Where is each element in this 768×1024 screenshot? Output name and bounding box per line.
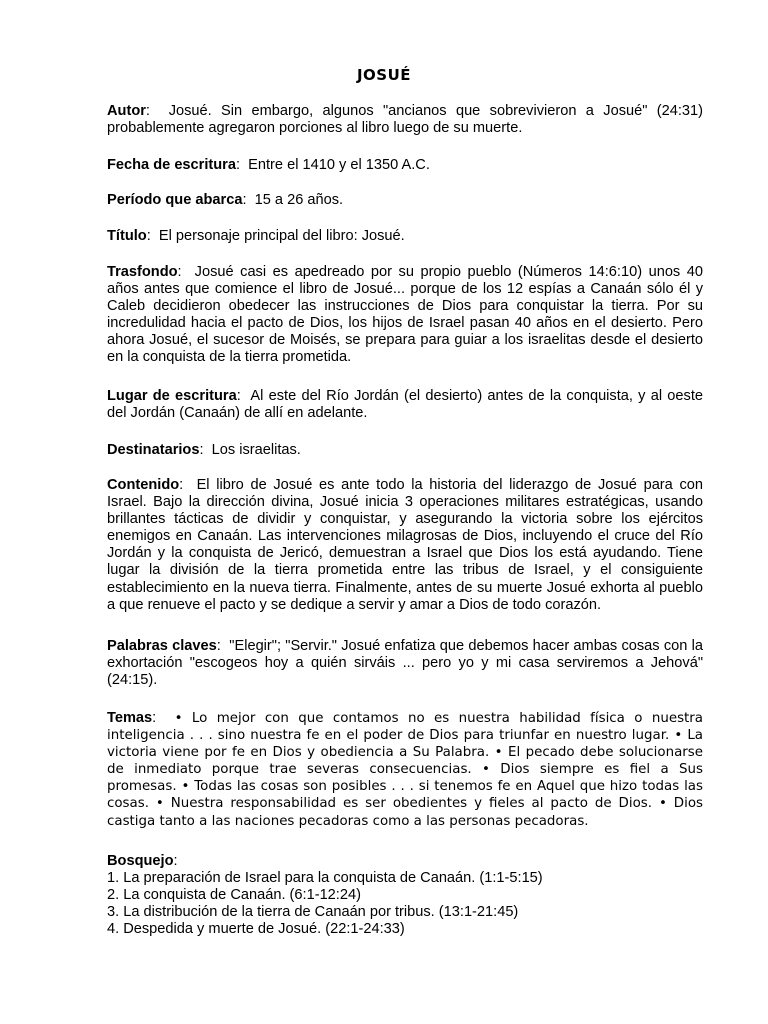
section-lugar: Lugar de escritura: Al este del Río Jordán (el desierto) antes de la conquista, y al oeste del Jordán (Canaán) de allí en adelante.	[107, 388, 704, 422]
section-text: Entre el 1410 y el 1350 A.C.	[248, 157, 430, 173]
outline-item: 4. Despedida y muerte de Josué. (22:1-24:33)	[107, 921, 405, 938]
section-text: 15 a 26 años.	[254, 192, 344, 208]
section-text: El libro de Josué es ante todo la historia del liderazgo de Josué para con Israel. Bajo la dirección divina, Josué inicia 3 operaciones militares estratégicas, usando brillantes tácticas de dividir y conquistar, y asegurando la victoria sobre los ejércitos enemigos en Canaán. Las intervenciones milagrosas de Dios, incluyendo el cruce del Río Jordán y la conquista de Jericó, demuestran a Israel que Dios los está ayudando. Tiene lugar la división de la tierra prometida entre las tribus de Israel, y el consiguiente establecimiento en la nueva tierra. Finalmente, antes de su muerte Josué exhorta al pueblo a que renueve el pacto y se dedique a servir y amar a Dios de todo corazón.	[107, 477, 703, 613]
section-fecha: Fecha de escritura: Entre el 1410 y el 1350 A.C.	[107, 157, 430, 173]
section-titulo: Título: El personaje principal del libro: Josué.	[107, 228, 405, 244]
section-destinatarios: Destinatarios: Los israelitas.	[107, 442, 301, 458]
section-text: Josué. Sin embargo, algunos "ancianos que sobrevivieron a Josué" (24:31) probablemente agregaron porciones al libro luego de su muerte.	[107, 103, 704, 137]
section-text: Al este del Río Jordán (el desierto) antes de la conquista, y al oeste del Jordán (Canaán) de allí en adelante.	[107, 388, 704, 422]
section-label: Fecha de escritura	[107, 157, 236, 173]
outline-item: 1. La preparación de Israel para la conquista de Canaán. (1:1-5:15)	[107, 870, 543, 887]
section-label: Trasfondo	[107, 264, 178, 280]
section-label: Período que abarca	[107, 192, 243, 208]
section-bosquejo: Bosquejo: 1. La preparación de Israel para la conquista de Canaán. (1:1-5:15) 2. La conquista de Canaán. (6:1-12:24) 3. La distribución de la tierra de Canaán por tribus. (13:1-21:45) 4. Despedida y muerte de Josué. (22:1-24:33)	[107, 853, 703, 938]
section-temas: Temas: • Lo mejor con que contamos no es nuestra habilidad física o nuestra inteligencia . . . sino nuestra fe en el poder de Dios para triunfar en nuestro lugar. • La victoria viene por fe en Dios y obediencia a Su Palabra. • El pecado debe solucionarse de inmediato porque trae severas consecuencias. • Dios siempre es fiel a Sus promesas. • Todas las cosas son posibles . . . si tenemos fe en Aquel que hizo todas las cosas. • Nuestra responsabilidad es ser obedientes y fieles al pacto de Dios. • Dios castiga tanto a las naciones pecadoras como a las personas pecadoras.	[107, 710, 704, 829]
section-palabras-claves: Palabras claves: "Elegir"; "Servir." Josué enfatiza que debemos hacer ambas cosas con la exhortación "escogeos hoy a quién sirváis ... pero yo y mi casa serviremos a Jehová" (24:15).	[107, 638, 703, 689]
section-text: • Lo mejor con que contamos no es nuestra habilidad física o nuestra inteligencia . . . sino nuestra fe en el poder de Dios para triunfar en nuestro lugar. • La victoria viene por fe en Dios y obediencia a Su Palabra. • El pecado debe solucionarse de inmediato porque trae severas consecuencias. • Dios siempre es fiel a Sus promesas. • Todas las cosas son posibles . . . si tenemos fe en Aquel que hizo todas las cosas. • Nuestra responsabilidad es ser obedientes y fieles al pacto de Dios. • Dios castiga tanto a las naciones pecadoras como a las personas pecadoras.	[107, 711, 704, 829]
page-title: JOSUÉ	[356, 66, 412, 84]
outline-item: 3. La distribución de la tierra de Canaán por tribus. (13:1-21:45)	[107, 904, 519, 921]
section-label: Palabras claves	[107, 638, 217, 654]
section-text: Josué casi es apedreado por su propio pueblo (Números 14:6:10) unos 40 años antes que comience el libro de Josué... porque de los 12 espías a Canaán sólo él y Caleb decidieron obedecer las instrucciones de Dios para conquistar la tierra. Por su incredulidad hacia el pacto de Dios, los hijos de Israel pasan 40 años en el desierto. Pero ahora Josué, el sucesor de Moisés, se prepara para guiar a los israelitas desde el desierto en la conquista de la tierra prometida.	[107, 264, 703, 366]
section-text: Los israelitas.	[211, 442, 301, 458]
section-label: Lugar de escritura	[107, 388, 237, 404]
section-periodo: Período que abarca: 15 a 26 años.	[107, 192, 344, 208]
section-text: El personaje principal del libro: Josué.	[158, 228, 405, 244]
section-label: Destinatarios	[107, 442, 200, 458]
section-label: Título	[107, 228, 147, 244]
section-label: Contenido	[107, 477, 180, 493]
section-label: Bosquejo	[107, 853, 174, 869]
section-autor: Autor: Josué. Sin embargo, algunos "ancianos que sobrevivieron a Josué" (24:31) probablemente agregaron porciones al libro luego de su muerte.	[107, 103, 704, 137]
section-contenido: Contenido: El libro de Josué es ante todo la historia del liderazgo de Josué para con Israel. Bajo la dirección divina, Josué inicia 3 operaciones militares estratégicas, usando brillantes tácticas de dividir y conquistar, y asegurando la victoria sobre los ejércitos enemigos en Canaán. Las intervenciones milagrosas de Dios, incluyendo el cruce del Río Jordán y la conquista de Jericó, demuestran a Israel que Dios los está ayudando. Tiene lugar la división de la tierra prometida entre las tribus de Israel, y el consiguiente establecimiento en la nueva tierra. Finalmente, antes de su muerte Josué exhorta al pueblo a que renueve el pacto y se dedique a servir y amar a Dios de todo corazón.	[107, 477, 703, 613]
section-label: Autor	[107, 103, 146, 119]
section-text: "Elegir"; "Servir." Josué enfatiza que debemos hacer ambas cosas con la exhortación "escogeos hoy a quién sirváis ... pero yo y mi casa serviremos a Jehová" (24:15).	[107, 638, 703, 689]
section-label: Temas	[107, 710, 153, 726]
section-trasfondo: Trasfondo: Josué casi es apedreado por su propio pueblo (Números 14:6:10) unos 40 años antes que comience el libro de Josué... porque de los 12 espías a Canaán sólo él y Caleb decidieron obedecer las instrucciones de Dios para conquistar la tierra. Por su incredulidad hacia el pacto de Dios, los hijos de Israel pasan 40 años en el desierto. Pero ahora Josué, el sucesor de Moisés, se prepara para guiar a los israelitas desde el desierto en la conquista de la tierra prometida.	[107, 264, 703, 366]
outline-item: 2. La conquista de Canaán. (6:1-12:24)	[107, 887, 361, 904]
